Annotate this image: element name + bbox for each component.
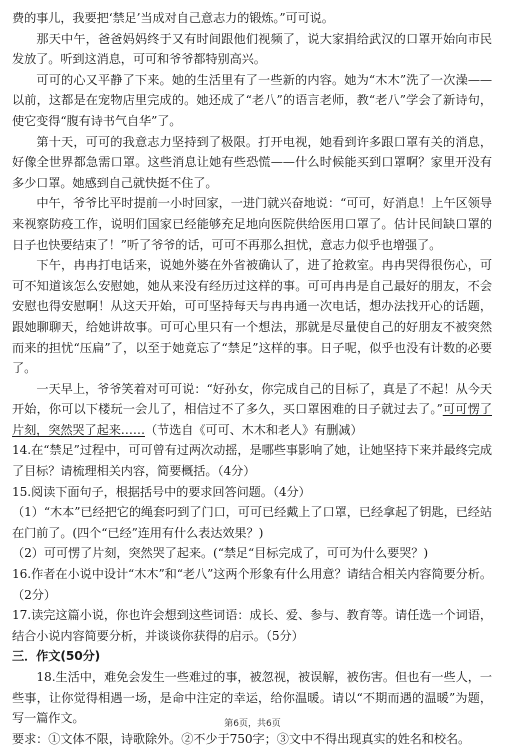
question-16: 16.作者在小说中设计“木木”和“老八”这两个形象有什么用意？请结合相关内容简要分析。（2分） (12, 567, 492, 602)
question-17: 17.读完这篇小说，你也许会想到这些词语：成长、爱、参与、教育等。请任选一个词语，结合小说内容简要分析，并谈谈你获得的启示。（5分） (12, 608, 492, 643)
story-paragraph: 下午，冉冉打电话来，说她外婆在外省被确认了，进了抢救室。冉冉哭得很伤心，可可不知道该怎么安慰她，她从来没有经历过这样的事。可可冉冉是自己最好的朋友，不会安慰也得安慰啊！从这天开始，可可坚持每天与冉冉通一次电话，想办法找开心的话题，跟她聊聊天，给她讲故事。可可心里只有一个想法，那就是尽量使自己的好朋友不被突然而来的担忧“压扁”了，以至于她竟忘了“禁足”这样的事。日子呢，似乎也没有计数的必要了。 (12, 258, 492, 376)
story-paragraph: 那天中午，爸爸妈妈终于又有时间跟他们视频了，说大家捐给武汉的口罩开始向市民发放了。听到这消息，可可和爷爷都特别高兴。 (12, 31, 492, 67)
story-text: 一天早上，爷爷笑着对可可说：“好孙女，你完成自己的目标了，真是了不起！从今天开始，你可以下楼玩一会儿了，相信过不了多久，买口罩困难的日子就过去了。” (12, 381, 492, 417)
source-note: （节选自《可可、木木和老人》有删减） (144, 422, 363, 437)
page-footer: 第6页，共6页 (224, 719, 281, 729)
story-paragraph: 费的事儿，我要把‘禁足’当成对自己意志力的锻炼。”可可说。 (12, 11, 334, 25)
question-14: 14.在“禁足”过程中，可可曾有过两次动摇，是哪些事影响了她，让她坚持下来并最终完成了目标？请梳理相关内容，简要概括。（4分） (12, 443, 492, 479)
underlined-sentence: 可可愣了片刻，突然哭了起来…… (12, 402, 492, 437)
story-paragraph-ending (12, 379, 492, 441)
story-paragraph: 第十天，可可的我意志力坚持到了极限。打开电视，她看到许多跟口罩有关的消息，好像全世界都急需口罩。这些消息让她有些恐慌——什么时候能买到口罩啊？家里开没有多少口罩。她感到自己就快挺不住了。 (12, 134, 492, 190)
question-18: 18.生活中，难免会发生一些难过的事，被忽视，被误解，被伤害。但也有一些人，一些事，让你觉得相遇一场，是命中注定的幸运，给你温暖。请以“不期而遇的温暖”为题，写一篇作文。 (12, 670, 492, 726)
question-15: 15.阅读下面句子，根据括号中的要求回答问题。（4分） (12, 484, 311, 499)
composition-heading: 三．作文(50分) (12, 649, 101, 664)
question-15-2: （2）可可愣了片刻，突然哭了起来。(“禁足“目标完成了，可可为什么要哭？) (12, 546, 429, 561)
story-paragraph: 可可的心又平静了下来。她的生活里有了一些新的内容。她为“木木”洗了一次澡——以前，这都是在宠物店里完成的。她还成了“老八”的语言老师，教“老八”学会了新诗句，使它变得“腹有诗书气自华”了。 (12, 72, 492, 128)
story-paragraph: 中午，爷爷比平时提前一小时回家，一进门就兴奋地说：“可可，好消息！上午区领导来视察防疫工作，说明们国家已经能够充足地向医院供给医用口罩了。估计民间缺口罩的日子也快要结束了！”听了爷爷的话，可可不再那么担忧，意志力似乎也增强了。 (12, 196, 492, 252)
question-15-1: （1）“木本”已经把它的绳套叼到了门口，可可已经戴上了口罩，已经拿起了钥匙，已经站在门前了。(四个“已经”连用有什么表达效果？) (12, 505, 492, 540)
composition-requirements: 要求：①文体不限，诗歌除外。②不少于750字；③文中不得出现真实的姓名和校名。 (12, 731, 471, 746)
